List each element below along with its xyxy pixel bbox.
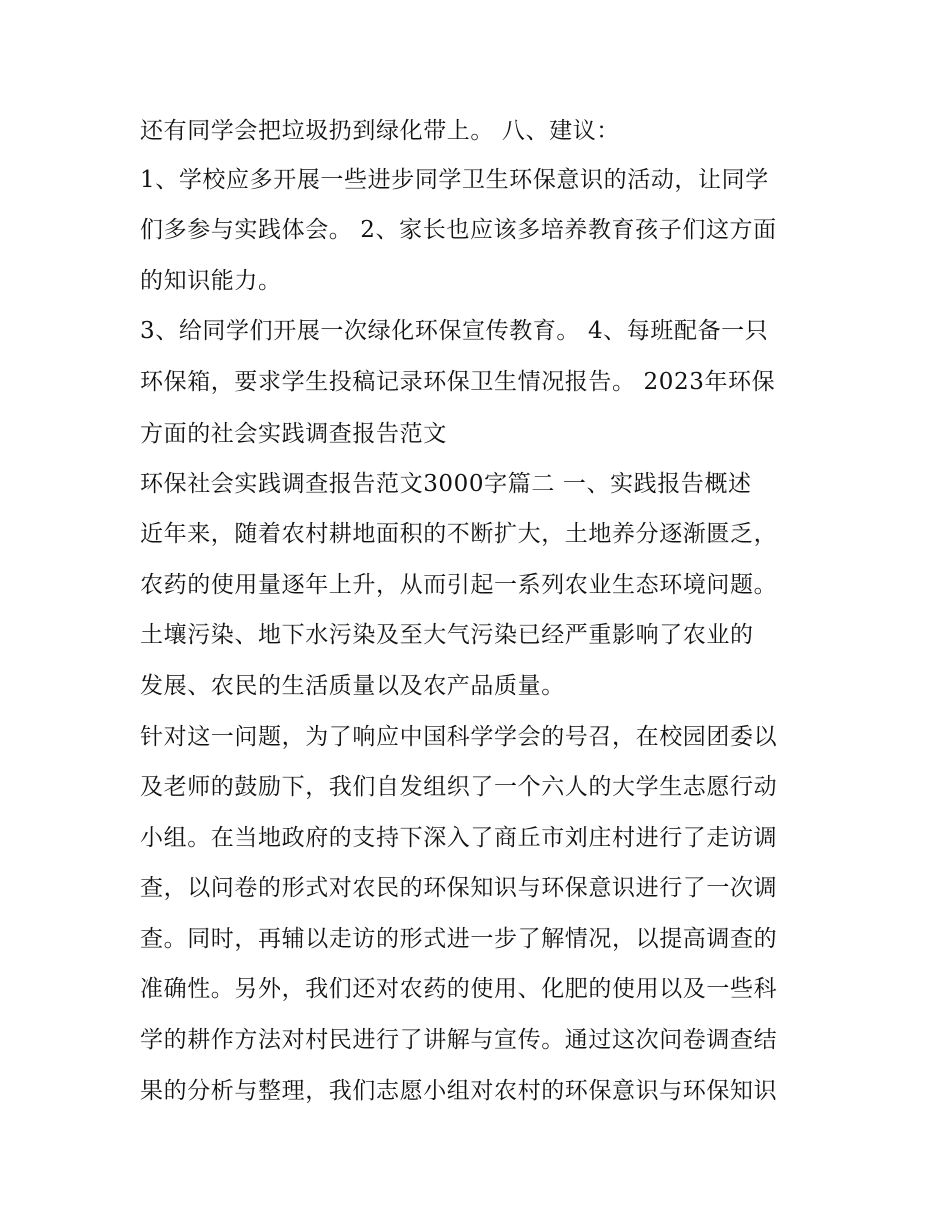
text-line: 方面的社会实践调查报告范文 <box>140 421 447 447</box>
text-line: 土壤污染、地下水污染及至大气污染已经严重影响了农业的 <box>140 622 754 648</box>
text-line: 发展、农民的生活质量以及农产品质量。 <box>140 673 565 699</box>
text-line: 学的耕作方法对村民进行了讲解与宣传。通过这次问卷调查结 <box>140 1027 778 1053</box>
text-line: 们多参与实践体会。 2、家长也应该多培养教育孩子们这方面 <box>140 217 777 243</box>
text-line: 环保箱，要求学生投稿记录环保卫生情况报告。 2023年环保 <box>140 369 776 395</box>
text-line: 查。同时，再辅以走访的形式进一步了解情况，以提高调查的 <box>140 926 778 952</box>
text-line: 及老师的鼓励下，我们自发组织了一个六人的大学生志愿行动 <box>140 774 778 800</box>
text-line: 果的分析与整理，我们志愿小组对农村的环保意识与环保知识 <box>140 1078 778 1104</box>
text-line: 针对这一问题，为了响应中国科学学会的号召，在校园团委以 <box>140 724 778 750</box>
text-line: 近年来，随着农村耕地面积的不断扩大，土地养分逐渐匮乏， <box>140 521 778 547</box>
text-line: 小组。在当地政府的支持下深入了商丘市刘庄村进行了走访调 <box>140 825 778 851</box>
text-line: 还有同学会把垃圾扔到绿化带上。 八、建议： <box>140 118 620 144</box>
text-line: 农药的使用量逐年上升，从而引起一系列农业生态环境问题。 <box>140 572 778 598</box>
text-line: 的知识能力。 <box>140 268 282 294</box>
text-line: 3、给同学们开展一次绿化环保宣传教育。 4、每班配备一只 <box>140 318 769 344</box>
text-line: 查，以问卷的形式对农民的环保知识与环保意识进行了一次调 <box>140 875 778 901</box>
text-line: 1、学校应多开展一些进步同学卫生环保意识的活动，让同学 <box>140 167 769 193</box>
text-line: 环保社会实践调查报告范文3000字篇二 一、实践报告概述 <box>140 471 752 497</box>
text-line: 准确性。另外，我们还对农药的使用、化肥的使用以及一些科 <box>140 976 778 1002</box>
